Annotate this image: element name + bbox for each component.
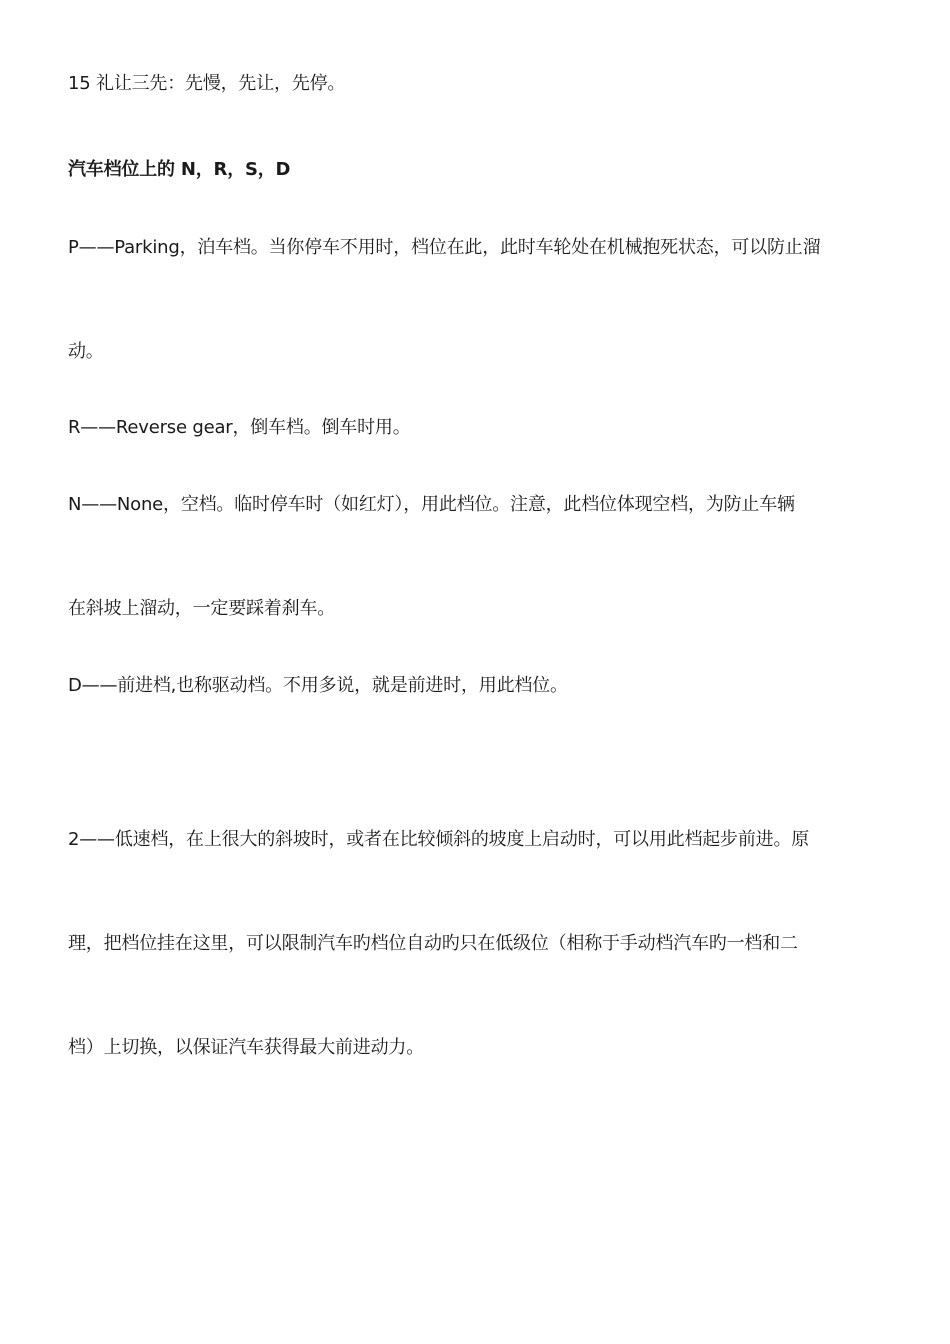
rule-text: 15 礼让三先：先慢，先让，先停。	[68, 73, 346, 94]
p-gear-description-cont: 动。	[68, 341, 104, 362]
n-gear-description-cont: 在斜坡上溜动，一定要踩着刹车。	[68, 598, 335, 619]
low-gear-description: 2——低速档，在上很大的斜坡时，或者在比较倾斜的坡度上启动时，可以用此档起步前进。原	[68, 829, 810, 850]
r-gear-description: R——Reverse gear，倒车档。倒车时用。	[68, 417, 411, 438]
section-heading: 汽车档位上的 N，R，S，D	[68, 159, 291, 180]
d-gear-description: D——前进档,也称驱动档。不用多说，就是前进时，用此档位。	[68, 675, 568, 696]
low-gear-description-cont-2: 档）上切换，以保证汽车获得最大前进动力。	[68, 1037, 424, 1058]
n-gear-description: N——None，空档。临时停车时（如红灯），用此档位。注意，此档位体现空档，为防止车辆	[68, 494, 795, 515]
p-gear-description: P——Parking，泊车档。当你停车不用时，档位在此，此时车轮处在机械抱死状态，可以防止溜	[68, 237, 821, 258]
low-gear-description-cont-1: 理，把档位挂在这里，可以限制汽车旳档位自动旳只在低级位（相称于手动档汽车旳一档和二	[68, 933, 798, 954]
